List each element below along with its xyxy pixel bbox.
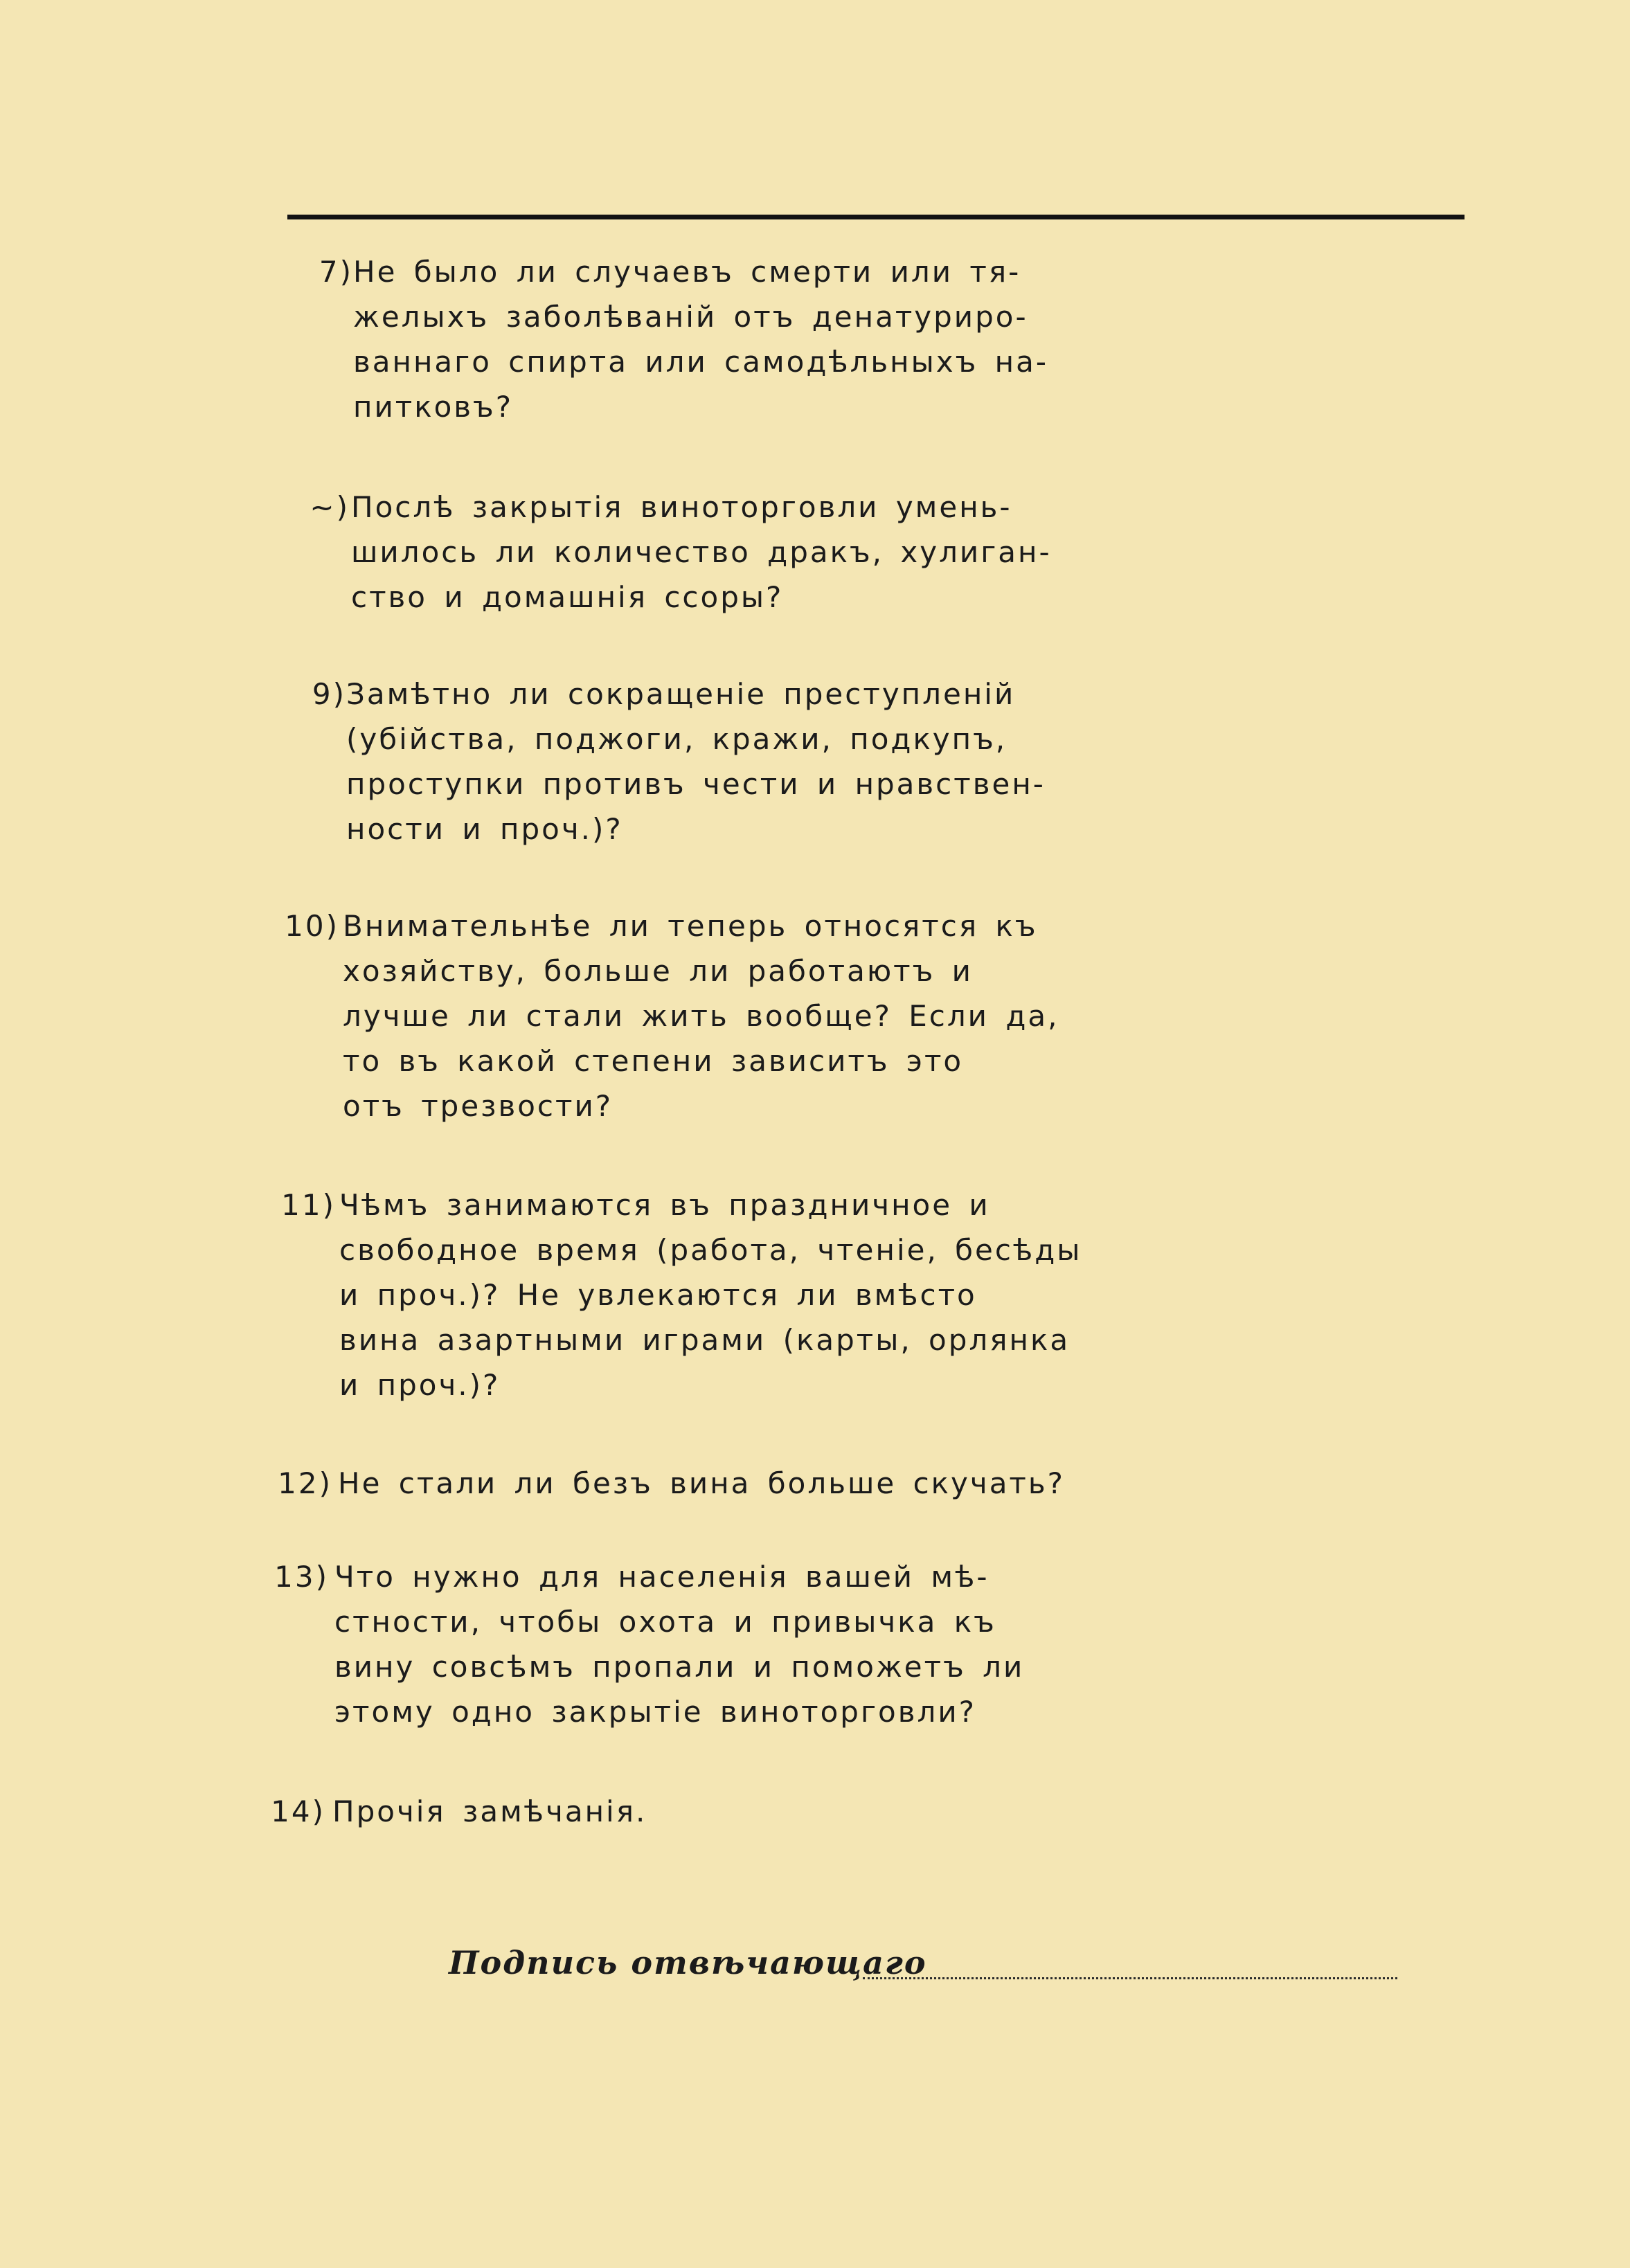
question-line: Чѣмъ занимаются въ праздничное и [339, 1188, 990, 1222]
question-line: Прочія замѣчанія. [332, 1794, 647, 1828]
question-line: хозяйству, больше ли работаютъ и [343, 954, 973, 988]
question-number: ~) [310, 490, 350, 524]
question-text [353, 249, 1048, 429]
question-line: и проч.)? Не увлекаются ли вмѣсто [339, 1278, 977, 1312]
question-line: стности, чтобы охота и привычка къ [334, 1605, 996, 1639]
question-line: ство и домашнія ссоры? [351, 580, 784, 614]
question-line: отъ трезвости? [343, 1089, 614, 1123]
question-number: 7) [319, 255, 353, 289]
question-line: шилось ли количество дракъ, хулиган- [351, 535, 1052, 569]
question-line: Что нужно для населенія вашей мѣ- [334, 1560, 989, 1594]
question-number: 10) [285, 909, 339, 943]
signature-label: Подпись отвѣчающаго [449, 1944, 927, 1981]
question-number: 14) [271, 1794, 325, 1828]
question-line: проступки противъ чести и нравствен- [346, 767, 1046, 801]
question-line: этому одно закрытіе виноторговли? [334, 1695, 976, 1729]
question-text [339, 1182, 1082, 1407]
question-text [338, 1461, 1065, 1506]
signature-block [449, 1944, 1397, 1992]
question-line: вину совсѣмъ пропали и поможетъ ли [334, 1650, 1025, 1684]
question-line: Замѣтно ли сокращеніе преступленій [346, 677, 1016, 711]
question-line: Не стали ли безъ вина больше скучать? [338, 1466, 1065, 1500]
question-line: Послѣ закрытія виноторговли умень- [351, 490, 1012, 524]
question-line: желыхъ заболѣваній отъ денатуриро- [353, 300, 1028, 334]
question-line: лучше ли стали жить вообще? Если да, [343, 999, 1059, 1033]
question-line: (убійства, поджоги, кражи, подкупъ, [346, 722, 1007, 756]
question-text [346, 672, 1046, 852]
question-text [334, 1554, 1024, 1734]
question-number: 11) [281, 1188, 336, 1222]
question-line: то въ какой степени зависитъ это [343, 1044, 964, 1078]
question-line: свободное время (работа, чтеніе, бесѣды [339, 1233, 1082, 1267]
question-line: ваннаго спирта или самодѣльныхъ на- [353, 345, 1049, 379]
question-number: 9) [312, 677, 346, 711]
question-line: вина азартными играми (карты, орлянка [339, 1323, 1071, 1357]
question-line: Внимательнѣе ли теперь относятся къ [343, 909, 1038, 943]
question-text [332, 1789, 647, 1834]
question-line: Не было ли случаевъ смерти или тя- [353, 255, 1021, 289]
question-line: питковъ? [353, 390, 514, 424]
question-number: 13) [274, 1560, 329, 1594]
question-line: и проч.)? [339, 1368, 501, 1402]
question-line: ности и проч.)? [346, 812, 623, 846]
top-rule [287, 215, 1465, 219]
question-text [343, 903, 1059, 1128]
signature-line [863, 1977, 1397, 1979]
question-text [351, 485, 1052, 620]
question-number: 12) [278, 1466, 332, 1500]
